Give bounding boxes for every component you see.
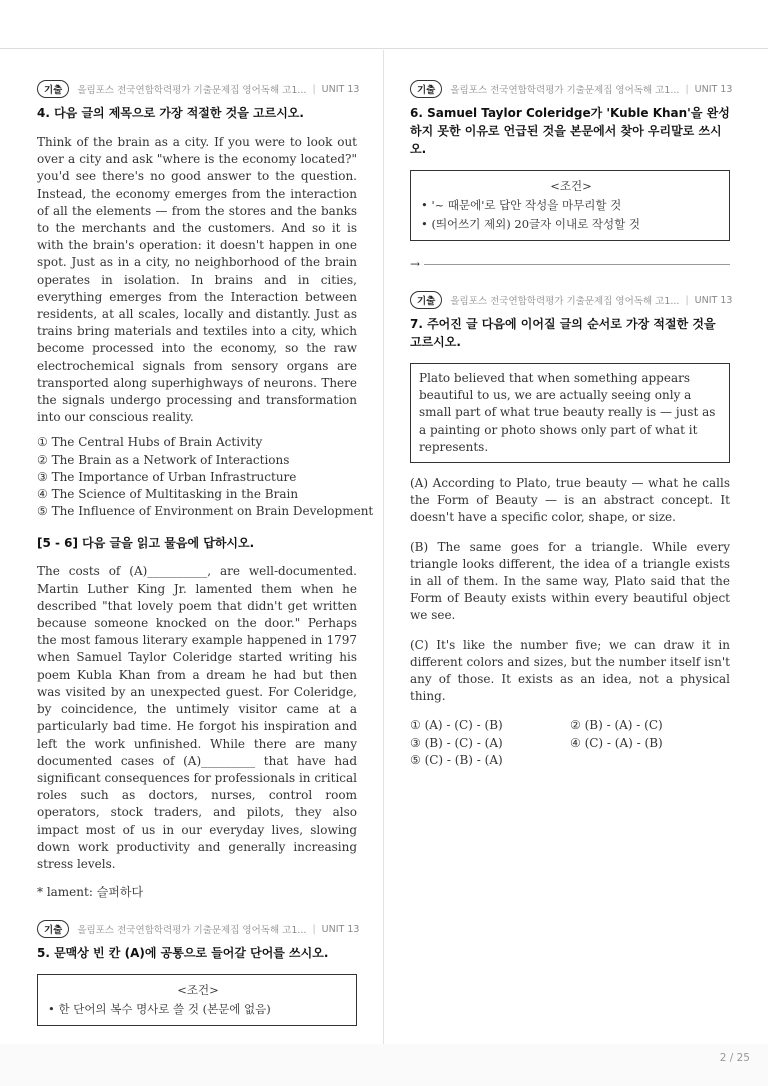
condition-item: • (띄어쓰기 제외) 20글자 이내로 작성할 것 xyxy=(421,215,721,234)
condition-title: <조건> xyxy=(550,179,592,193)
unit-label: UNIT 13 xyxy=(694,83,733,95)
unit-label: UNIT 13 xyxy=(694,294,733,306)
source-text: 올림포스 전국연합학력평가 기출문제집 영어독해 고1... xyxy=(450,296,680,307)
q6-condition-box xyxy=(410,170,730,241)
answer-rule xyxy=(424,264,730,265)
source-badge: 기출 xyxy=(37,920,69,938)
q7-option-3[interactable]: ③ (B) - (C) - (A) xyxy=(410,735,503,750)
q7-option-4[interactable]: ④ (C) - (A) - (B) xyxy=(570,735,663,750)
q7-paragraph-a: (A) According to Plato, true beauty — what he calls the Form of Beauty — is an abstract concept. It doesn't have a specific color, shape, or size. xyxy=(410,476,730,525)
group-5-6-title: [5 - 6] 다음 글을 읽고 물음에 답하시오. xyxy=(37,536,255,551)
q4-choice-1[interactable]: ① The Central Hubs of Brain Activity xyxy=(37,435,263,450)
arrow-icon: → xyxy=(410,257,421,271)
condition-item: • 한 단어의 복수 명사로 쓸 것 (본문에 없음) xyxy=(48,1000,348,1019)
top-rule xyxy=(0,48,768,49)
q4-choice-5[interactable]: ⑤ The Influence of Environment on Brain Development xyxy=(37,504,374,519)
group-5-6-passage: The costs of (A)__________, are well-documented. Martin Luther King Jr. lamented them when he described "that lovely poem that didn't get written because someone knocked on the door." Perhaps the most famous literary example happened in 1797 when Samuel Taylor Coleridge started writing his poem Kubla Khan from a dream he had but then was visited by an unexpected guest. For Coleridge, by coincidence, the untimely visitor came at a particularly bad time. He forgot his inspiration and left the work unfinished. While there are many documented cases of (A)_________ that have had significant consequences for professionals in critical roles such as doctors, nurses, control room operators, stock traders, and pilots, they also impact most of us in our everyday lives, slowing down work productivity and generally increasing stress levels. xyxy=(37,564,357,871)
separator: | xyxy=(312,83,316,95)
q4-choice-4[interactable]: ④ The Science of Multitasking in the Brain xyxy=(37,487,299,502)
left-column xyxy=(37,80,374,1062)
q7-option-5[interactable]: ⑤ (C) - (B) - (A) xyxy=(410,752,503,767)
q4-choice-3[interactable]: ③ The Importance of Urban Infrastructure xyxy=(37,469,297,484)
q7-paragraph-c: (C) It's like the number five; we can draw it in different colors and sizes, but the number itself isn't any of those. It exists as an idea, not a physical thing. xyxy=(410,637,730,704)
q4-tagline xyxy=(37,80,360,98)
source-text: 올림포스 전국연합학력평가 기출문제집 영어독해 고1... xyxy=(450,85,680,96)
separator: | xyxy=(312,923,316,935)
q4-passage: Think of the brain as a city. If you were to look out over a city and ask "where is the economy located?" you'd see there's no good answer to the question. Instead, the economy emerges from the interaction of all the elements — from the stores and the banks to the merchants and the customers. And so it is with the brain's operation: it doesn't happen in one spot. Just as in a city, no neighborhood of the brain operates in isolation. In brains and in cities, everything emerges from the Interaction between residents, at all scales, locally and distantly. Just as trains bring materials and textiles into a city, which become processed into the economy, so the raw electrochemical signals from sensory organs are transported along superhighways of neurons. There the signals undergo processing and transformation into our conscious reality. xyxy=(37,135,357,425)
unit-label: UNIT 13 xyxy=(321,83,360,95)
q7-option-2[interactable]: ② (B) - (A) - (C) xyxy=(570,718,663,733)
vocab-note: * lament: 슬퍼하다 xyxy=(37,885,144,900)
q4-choices xyxy=(37,434,374,520)
q5-title: 5. 문맥상 빈 칸 (A)에 공통으로 들어갈 단어를 쓰시오. xyxy=(37,946,329,961)
unit-label: UNIT 13 xyxy=(321,923,360,935)
q7-tagline xyxy=(410,291,733,309)
source-text: 올림포스 전국연합학력평가 기출문제집 영어독해 고1... xyxy=(77,85,307,96)
q6-answer-line[interactable] xyxy=(410,257,730,271)
source-badge: 기출 xyxy=(410,291,442,309)
q4-title: 4. 다음 글의 제목으로 가장 적절한 것을 고르시오. xyxy=(37,106,304,120)
q6-tagline xyxy=(410,80,733,98)
q7-options xyxy=(410,717,730,769)
condition-item: • '~ 때문에'로 답안 작성을 마무리할 것 xyxy=(421,196,721,215)
source-badge: 기출 xyxy=(37,80,69,98)
q7-given-passage: Plato believed that when something appears beautiful to us, we are actually seeing only a small part of what true beauty really is — just as a painting or photo shows only part of what it represents. xyxy=(410,363,730,463)
q5-condition-box xyxy=(37,974,357,1026)
q7-paragraph-b: (B) The same goes for a triangle. While every triangle looks different, the idea of a triangle exists in all of them. In the same way, Plato said that the Form of Beauty exists within every beautiful object we see. xyxy=(410,539,730,623)
column-divider xyxy=(383,50,384,1045)
separator: | xyxy=(685,83,689,95)
page-number: 2 / 25 xyxy=(719,1052,750,1064)
separator: | xyxy=(685,294,689,306)
right-column xyxy=(410,80,733,769)
q6-title: 6. Samuel Taylor Coleridge가 'Kuble Khan'을 완성하지 못한 이유로 언급된 것을 본문에서 찾아 우리말로 쓰시오. xyxy=(410,106,730,156)
footer-bar xyxy=(0,1044,768,1086)
condition-title: <조건> xyxy=(177,983,219,998)
source-badge: 기출 xyxy=(410,80,442,98)
q7-title: 7. 주어진 글 다음에 이어질 글의 순서로 가장 적절한 것을 고르시오. xyxy=(410,317,716,349)
q4-choice-2[interactable]: ② The Brain as a Network of Interactions xyxy=(37,452,290,467)
source-text: 올림포스 전국연합학력평가 기출문제집 영어독해 고1... xyxy=(77,925,307,937)
q5-tagline xyxy=(37,920,360,938)
q7-option-1[interactable]: ① (A) - (C) - (B) xyxy=(410,718,503,733)
